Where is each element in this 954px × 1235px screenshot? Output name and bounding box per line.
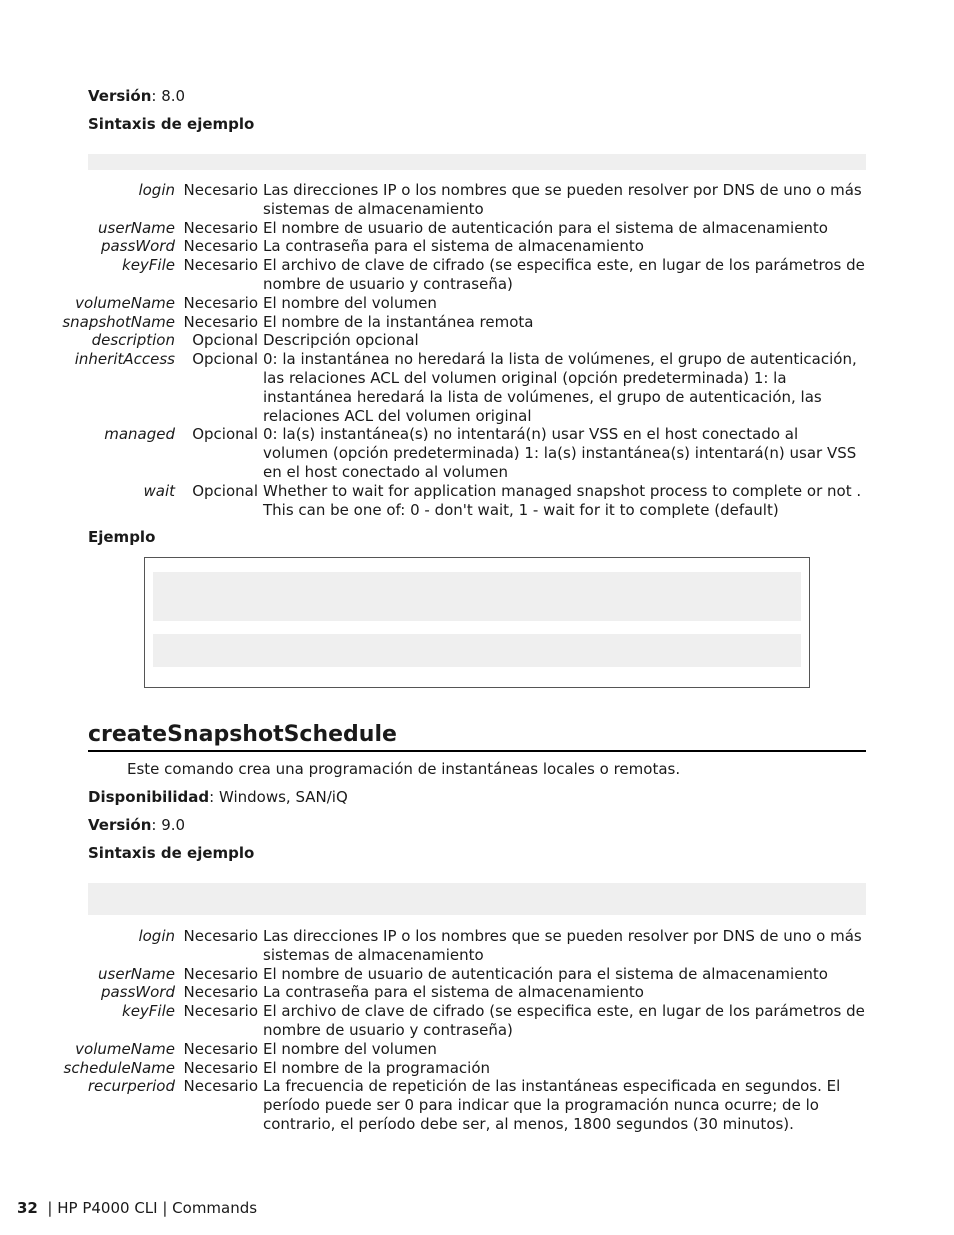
param-description: Las direcciones IP o los nombres que se pueden resolver por DNS de uno o más sistemas de almacenamiento (263, 181, 862, 218)
param-row (0, 256, 866, 294)
param-requirement: Opcional (192, 481, 258, 500)
param-row (0, 1077, 866, 1133)
param-requirement: Necesario (183, 983, 258, 1002)
example-heading: Ejemplo (88, 528, 156, 546)
param-description: El nombre del volumen (263, 293, 437, 312)
param-description: La contraseña para el sistema de almacenamiento (263, 237, 644, 256)
param-requirement: Necesario (183, 964, 258, 983)
param-requirement: Necesario (183, 1039, 258, 1058)
param-name: volumeName (75, 293, 175, 312)
param-row (0, 1059, 866, 1078)
param-row (0, 1040, 866, 1059)
param-name: managed (104, 425, 175, 444)
param-description: El nombre de la programación (263, 1058, 491, 1077)
page-number: 32 (17, 1199, 38, 1217)
param-name: inheritAccess (74, 350, 175, 369)
param-row (0, 350, 866, 425)
example-code-line (153, 634, 801, 667)
version-value-2: : 9.0 (151, 816, 186, 834)
version-value: : 8.0 (151, 87, 186, 105)
param-requirement: Necesario (183, 256, 258, 275)
param-requirement: Necesario (183, 1002, 258, 1021)
param-requirement: Necesario (183, 237, 258, 256)
syntax-heading-2: Sintaxis de ejemplo (88, 844, 255, 862)
availability-line (88, 787, 348, 807)
availability-value: : Windows, SAN/iQ (209, 788, 348, 806)
param-row (0, 313, 866, 332)
param-description: Las direcciones IP o los nombres que se pueden resolver por DNS de uno o más sistemas de almacenamiento (263, 927, 862, 964)
param-name: snapshotName (62, 312, 175, 331)
param-description: 0: la(s) instantánea(s) no intentará(n) usar VSS en el host conectado al volumen (opción predeterminada) 1: la(s) instantánea(s) intentará(n) usar VSS en el host conectado al volumen (263, 425, 857, 481)
param-requirement: Necesario (183, 927, 258, 945)
param-row (0, 294, 866, 313)
param-name: scheduleName (63, 1058, 175, 1077)
param-row (0, 425, 866, 481)
param-row (0, 219, 866, 238)
version-line (88, 86, 185, 106)
param-row (0, 965, 866, 984)
page-footer (17, 1198, 257, 1218)
param-requirement: Necesario (183, 1058, 258, 1077)
param-name: recurperiod (87, 1077, 175, 1096)
param-description: El nombre de la instantánea remota (263, 312, 534, 331)
param-requirement: Necesario (183, 218, 258, 237)
param-name: passWord (100, 983, 175, 1002)
param-row (0, 482, 866, 520)
param-name: login (138, 927, 175, 945)
param-requirement: Necesario (183, 312, 258, 331)
syntax-heading: Sintaxis de ejemplo (88, 115, 255, 133)
param-row (0, 1002, 866, 1040)
param-name: userName (98, 218, 175, 237)
param-requirement: Necesario (183, 181, 258, 199)
param-name: passWord (100, 237, 175, 256)
param-name: keyFile (122, 256, 175, 275)
param-row (0, 237, 866, 256)
param-description: La frecuencia de repetición de las instantáneas especificada en segundos. El período puede ser 0 para indicar que la programación nunca ocurre; de lo contrario, el período debe ser, al menos, 1800 segundos (30 minutos). (263, 1077, 841, 1133)
param-description: Descripción opcional (263, 331, 419, 350)
command-intro: Este comando crea una programación de instantáneas locales o remotas. (127, 760, 681, 778)
param-description: El nombre de usuario de autenticación para el sistema de almacenamiento (263, 218, 828, 237)
syntax-code-block-2 (88, 883, 866, 915)
param-name: description (91, 331, 175, 350)
param-table (0, 181, 866, 519)
param-name: userName (98, 964, 175, 983)
param-row (0, 927, 866, 965)
param-row (0, 331, 866, 350)
footer-text: | HP P4000 CLI | Commands (47, 1199, 258, 1217)
param-requirement: Necesario (183, 293, 258, 312)
param-description: Whether to wait for application managed snapshot process to complete or not . This can be one of: 0 - don't wait, 1 - wait for it to complete (default) (263, 481, 862, 519)
example-box (144, 557, 810, 688)
param-description: El nombre del volumen (263, 1039, 437, 1058)
param-requirement: Opcional (192, 425, 258, 444)
param-name: login (138, 181, 175, 199)
param-name: wait (143, 481, 175, 500)
command-title: createSnapshotSchedule (88, 720, 866, 752)
param-description: 0: la instantánea no heredará la lista de volúmenes, el grupo de autenticación, las relaciones ACL del volumen original (opción predeterminada) 1: la instantánea heredará la lista de volúmenes, el grupo de autenticación, las relaciones ACL del volumen original (263, 350, 857, 425)
version-label: Versión (88, 87, 152, 105)
availability-label: Disponibilidad (88, 788, 210, 806)
param-name: keyFile (122, 1002, 175, 1021)
example-code-line (153, 572, 801, 621)
version-line-2 (88, 815, 185, 835)
syntax-code-block (88, 154, 866, 170)
param-requirement: Opcional (192, 350, 258, 369)
param-description: El archivo de clave de cifrado (se especifica este, en lugar de los parámetros de nombre de usuario y contraseña) (263, 1002, 865, 1039)
param-requirement: Opcional (192, 331, 258, 350)
param-requirement: Necesario (183, 1077, 258, 1096)
version-label-2: Versión (88, 816, 152, 834)
param-table-2 (0, 927, 866, 1134)
param-name: volumeName (75, 1039, 175, 1058)
param-description: El archivo de clave de cifrado (se especifica este, en lugar de los parámetros de nombre de usuario y contraseña) (263, 256, 865, 293)
param-description: La contraseña para el sistema de almacenamiento (263, 983, 644, 1002)
param-description: El nombre de usuario de autenticación para el sistema de almacenamiento (263, 964, 828, 983)
param-row (0, 983, 866, 1002)
param-row (0, 181, 866, 219)
